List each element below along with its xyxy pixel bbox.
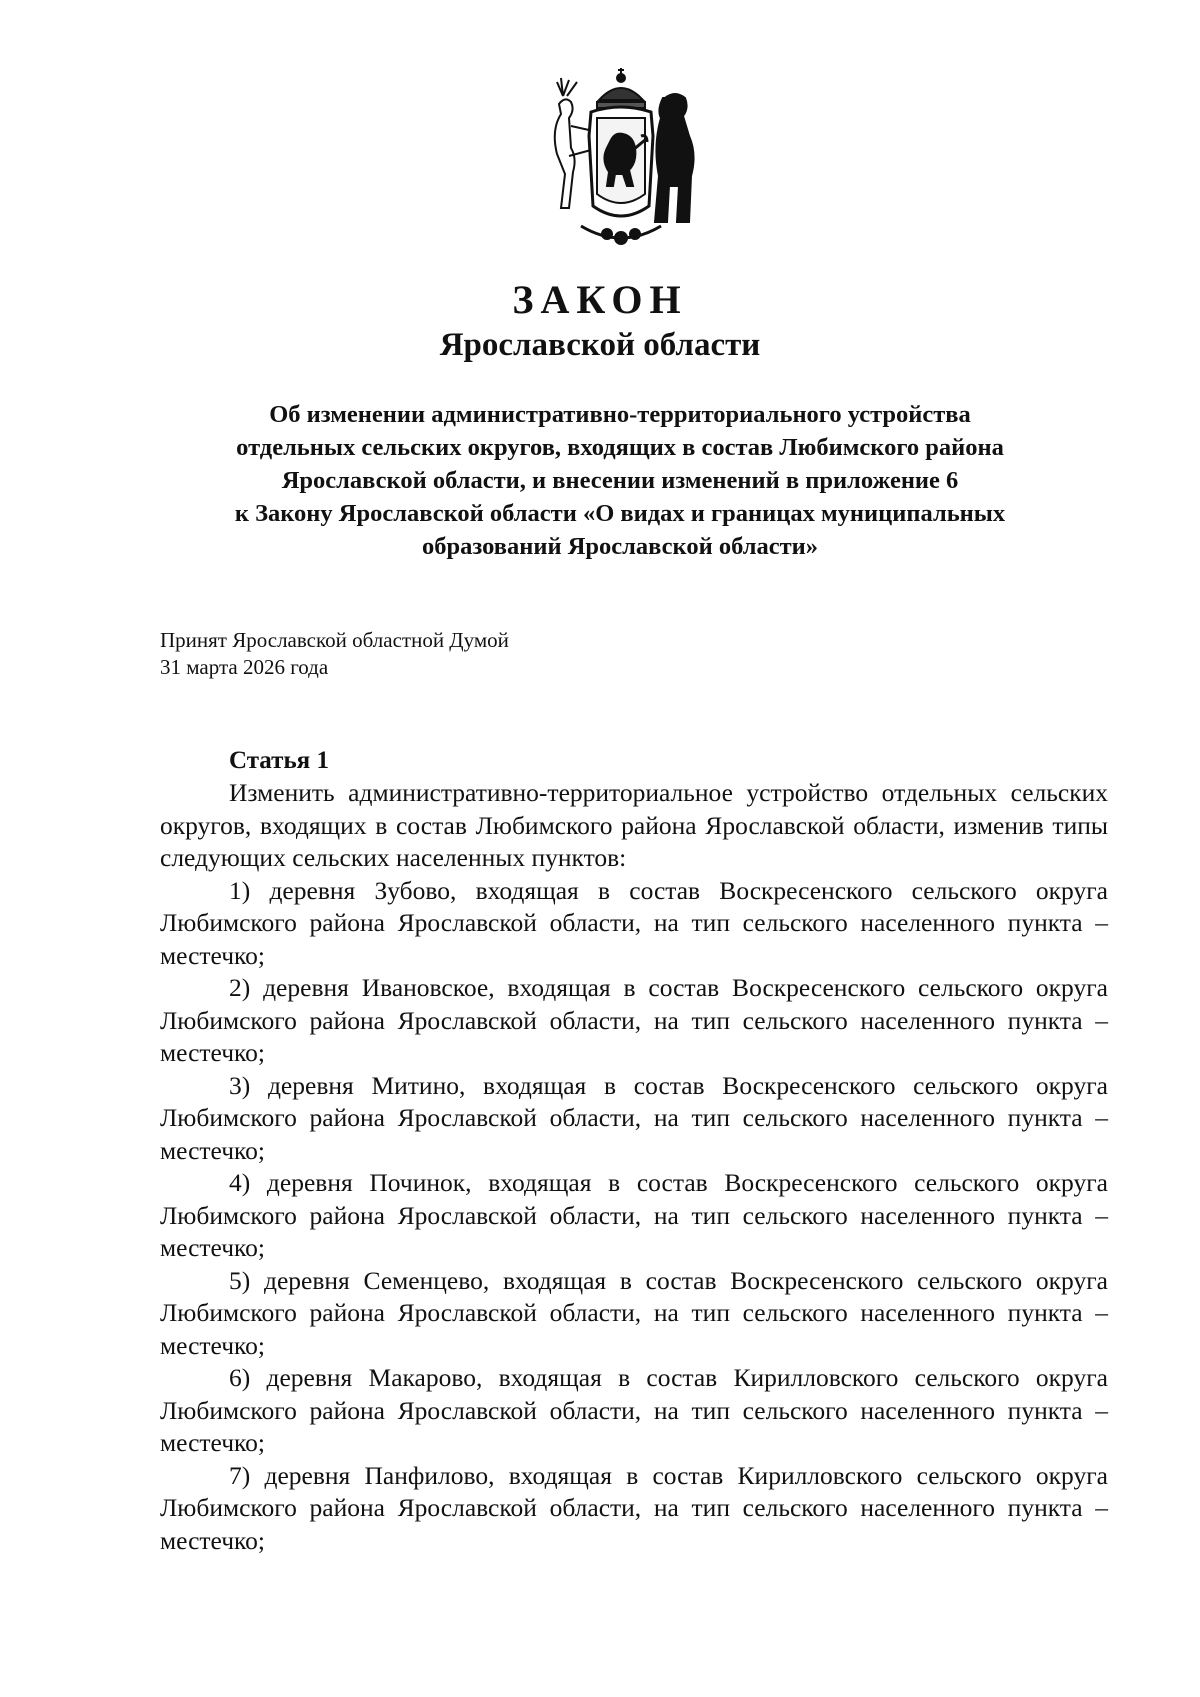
article-body (160, 777, 1108, 1557)
article-intro: Изменить административно-территориальное устройство отдельных сельских округов, входящих в состав Любимского района Ярославской области, изменив типы следующих сельских населенных пунктов: (160, 778, 1108, 872)
adoption-info (160, 627, 509, 681)
law-title: ЗАКОН (512, 277, 688, 322)
subject-line: отдельных сельских округов, входящих в состав Любимского района (236, 434, 1004, 461)
article-heading: Статья 1 (229, 747, 329, 774)
law-region: Ярославской области (439, 327, 761, 363)
list-item: 1) деревня Зубово, входящая в состав Воскресенского сельского округа Любимского района Ярославской области, на тип сельского населенного пункта – местечко; (160, 875, 1108, 970)
subject-line: Об изменении административно-территориального устройства (269, 401, 971, 428)
adoption-body: Принят Ярославской областной Думой (160, 628, 509, 652)
law-subject (150, 398, 1090, 563)
subject-line: образований Ярославской области» (422, 533, 818, 560)
list-item: 6) деревня Макарово, входящая в состав Кирилловского сельского округа Любимского района Ярославской области, на тип сельского населенного пункта – местечко; (160, 1363, 1108, 1457)
coat-of-arms-emblem (541, 66, 701, 252)
subject-line: к Закону Ярославской области «О видах и границах муниципальных (234, 500, 1006, 527)
list-item: 4) деревня Починок, входящая в состав Воскресенского сельского округа Любимского района Ярославской области, на тип сельского населенного пункта – местечко; (160, 1168, 1108, 1262)
subject-line: Ярославской области, и внесении изменений в приложение 6 (281, 467, 959, 494)
list-item: 3) деревня Митино, входящая в состав Воскресенского сельского округа Любимского района Ярославской области, на тип сельского населенного пункта – местечко; (160, 1070, 1108, 1165)
list-item: 5) деревня Семенцево, входящая в состав Воскресенского сельского округа Любимского района Ярославской области, на тип сельского населенного пункта – местечко; (160, 1265, 1108, 1360)
adoption-date: 31 марта 2026 года (160, 655, 329, 679)
list-item: 7) деревня Панфилово, входящая в состав Кирилловского сельского округа Любимского района Ярославской области, на тип сельского населенного пункта – местечко; (160, 1460, 1108, 1555)
list-item: 2) деревня Ивановское, входящая в состав Воскресенского сельского округа Любимского района Ярославской области, на тип сельского населенного пункта – местечко; (160, 973, 1108, 1067)
